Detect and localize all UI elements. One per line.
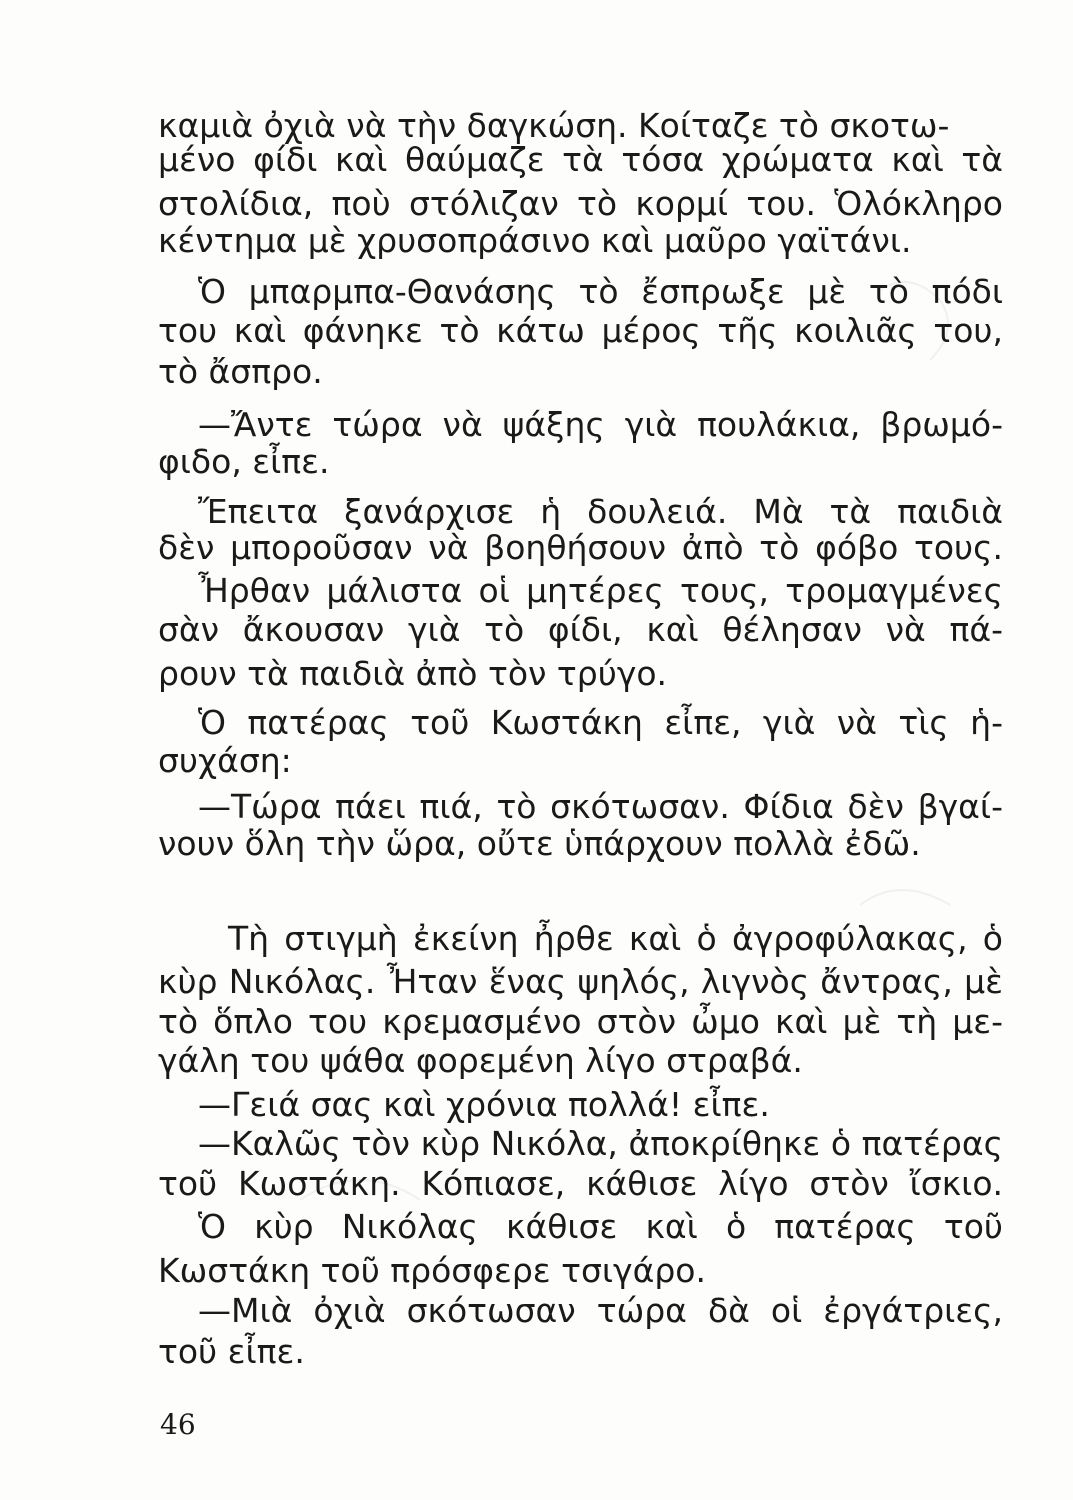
text-line: Ὁ κὺρ Νικόλας κάθισε καὶ ὁ πατέρας τοῦ xyxy=(198,1207,1003,1246)
text-line: δὲν μποροῦσαν νὰ βοηθήσουν ἀπὸ τὸ φόβο τους. xyxy=(158,528,1003,567)
text-line: —Γειά σας καὶ χρόνια πολλά! εἶπε. xyxy=(198,1085,770,1124)
text-line: Κωστάκη τοῦ πρόσφερε τσιγάρο. xyxy=(158,1251,706,1290)
text-line: φιδο, εἶπε. xyxy=(158,442,330,481)
text-line: Ὁ μπαρμπα-Θανάσης τὸ ἔσπρωξε μὲ τὸ πόδι xyxy=(198,272,1003,311)
text-line: κὺρ Νικόλας. Ἦταν ἕνας ψηλός, λιγνὸς ἄντρας, μὲ xyxy=(158,962,1003,1001)
text-line: τοῦ εἶπε. xyxy=(158,1332,305,1371)
text-line: μένο φίδι καὶ θαύμαζε τὰ τόσα χρώματα καὶ τὰ xyxy=(158,140,1003,179)
text-line: καμιὰ ὀχιὰ νὰ τὴν δαγκώση. Κοίταζε τὸ σκοτω- xyxy=(158,106,950,145)
text-line: συχάση: xyxy=(158,741,292,780)
text-line: ρουν τὰ παιδιὰ ἀπὸ τὸν τρύγο. xyxy=(158,654,668,693)
text-line: γάλη του ψάθα φορεμένη λίγο στραβά. xyxy=(158,1041,803,1080)
text-line: Ἔπειτα ξανάρχισε ἡ δουλειά. Μὰ τὰ παιδιὰ xyxy=(198,492,1003,531)
text-line: σὰν ἄκουσαν γιὰ τὸ φίδι, καὶ θέλησαν νὰ πά- xyxy=(158,610,1003,649)
text-line: —Ἄντε τώρα νὰ ψάξης γιὰ πουλάκια, βρωμό- xyxy=(198,405,1003,444)
text-line: νουν ὅλη τὴν ὥρα, οὔτε ὑπάρχουν πολλὰ ἐδῶ. xyxy=(158,824,921,863)
text-line: —Καλῶς τὸν κὺρ Νικόλα, ἀποκρίθηκε ὁ πατέρας xyxy=(198,1124,1003,1163)
text-line: τοῦ Κωστάκη. Κόπιασε, κάθισε λίγο στὸν ἴσκιο. xyxy=(158,1164,1003,1203)
text-line: τὸ ὅπλο του κρεμασμένο στὸν ὦμο καὶ μὲ τὴ με- xyxy=(158,1002,1003,1041)
text-line: Ὁ πατέρας τοῦ Κωστάκη εἶπε, γιὰ νὰ τὶς ἡ- xyxy=(198,703,1003,742)
text-line: του καὶ φάνηκε τὸ κάτω μέρος τῆς κοιλιᾶς του, xyxy=(158,311,1003,350)
text-line: —Τώρα πάει πιά, τὸ σκότωσαν. Φίδια δὲν βγαί- xyxy=(198,787,1003,826)
text-line: τὸ ἄσπρο. xyxy=(158,352,323,391)
text-line: Τὴ στιγμὴ ἐκείνη ἦρθε καὶ ὁ ἀγροφύλακας, ὁ xyxy=(228,919,1003,958)
text-line: —Μιὰ ὀχιὰ σκότωσαν τώρα δὰ οἱ ἐργάτριες, xyxy=(198,1291,1003,1330)
text-line: κέντημα μὲ χρυσοπράσινο καὶ μαῦρο γαϊτάνι. xyxy=(158,221,912,260)
page-number: 46 xyxy=(160,1408,196,1441)
text-line: στολίδια, ποὺ στόλιζαν τὸ κορμί του. Ὁλόκληρο xyxy=(158,184,1003,223)
text-line: Ἦρθαν μάλιστα οἱ μητέρες τους, τρομαγμένες xyxy=(198,571,1003,610)
